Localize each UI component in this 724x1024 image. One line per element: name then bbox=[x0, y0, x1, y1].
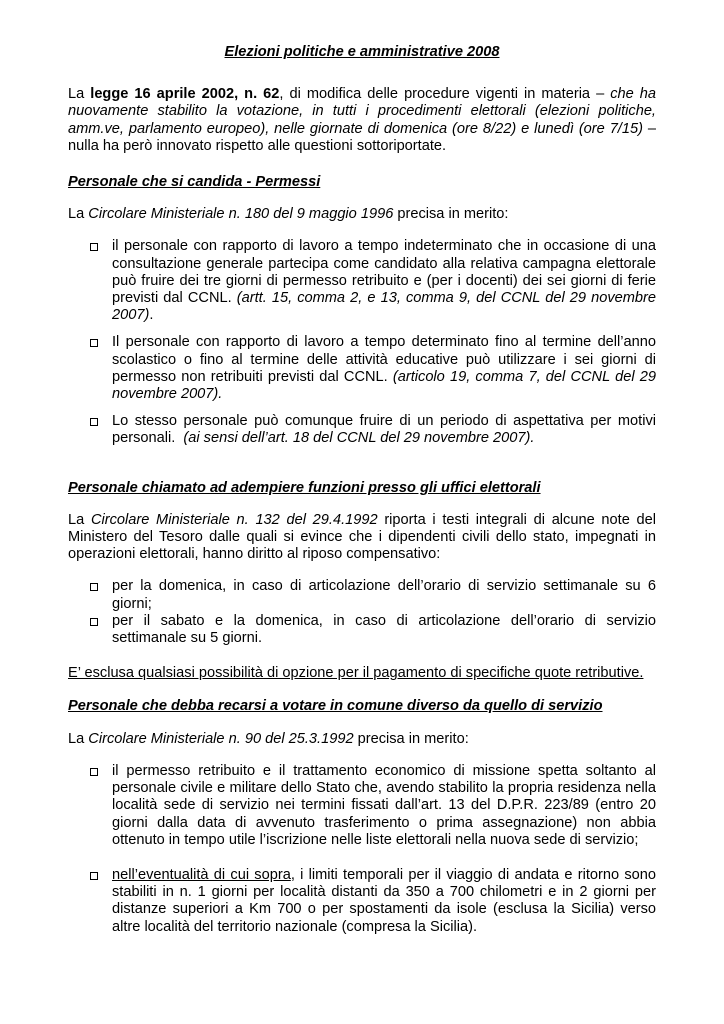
list-item bbox=[68, 238, 656, 324]
item-reference: (artt. 15, comma 2, e 13, comma 9, del CCNL del 29 novembre 2007) bbox=[112, 290, 657, 324]
item-text: Il personale con rapporto di lavoro a tempo determinato fino al termine dell’anno scolastico o fino al termine delle attività educative può utilizzare i sei giorni di permesso non retribuiti previsti dal CCNL. bbox=[112, 334, 656, 385]
item-text: Lo stesso personale può comunque fruire di un periodo di aspettativa per motivi personali. bbox=[112, 413, 661, 447]
law-reference: legge 16 aprile 2002, n. 62 bbox=[90, 86, 280, 103]
list-item bbox=[68, 413, 661, 447]
list-item bbox=[68, 867, 656, 936]
checkbox-bullet-icon bbox=[90, 618, 98, 626]
intro-italic: che ha nuovamente stabilito la votazione, in tutti i procedimenti elettorali (elezioni politiche, amm.ve, parlamento europeo), nelle giornate di domenica (ore 8/22) e lunedì (ore 7/15) bbox=[68, 86, 657, 137]
item-reference: (ai sensi dell’art. 18 del CCNL del 29 novembre 2007). bbox=[183, 430, 535, 447]
checkbox-bullet-icon bbox=[90, 418, 98, 426]
circular-reference: Circolare Ministeriale n. 132 del 29.4.1992 bbox=[90, 511, 378, 528]
compensatory-rest-list bbox=[68, 578, 656, 647]
circular-paragraph bbox=[68, 206, 656, 223]
document-page bbox=[68, 44, 661, 936]
voting-permission-list bbox=[68, 763, 656, 936]
circular-paragraph bbox=[68, 731, 656, 748]
intro-text: La bbox=[68, 86, 91, 103]
section-heading-candidates: Personale che si candida - Permessi bbox=[68, 174, 321, 191]
section-heading-voting-elsewhere: Personale che debba recarsi a votare in comune diverso da quello di servizio bbox=[68, 698, 603, 715]
intro-paragraph bbox=[68, 86, 656, 155]
list-item bbox=[68, 334, 656, 403]
circular-reference: Circolare Ministeriale n. 90 del 25.3.1992 bbox=[88, 730, 354, 747]
item-text: il personale con rapporto di lavoro a tempo indeterminato che in occasione di una consultazione generale partecipa come candidato alla relativa campagna elettorale può fruire dei tre giorni di permesso retribuito e (per i docenti) dei sei giorni di ferie previsti dal CCNL. bbox=[112, 238, 656, 307]
section-heading-electoral-offices: Personale chiamato ad adempiere funzioni presso gli uffici elettorali bbox=[68, 479, 541, 496]
item-text: . bbox=[149, 307, 154, 324]
checkbox-bullet-icon bbox=[90, 243, 98, 251]
item-text: il permesso retribuito e il trattamento economico di missione spetta soltanto al personale civile e militare dello Stato che, avendo stabilito la propria residenza nella località sede di servizio nei termini fissati dall’art. 13 del D.P.R. 223/89 (entro 20 giorni dalla data di avvenuto trasferimento o prima assegnazione) non abbia ottenuto in tempo utile l’iscrizione nelle liste elettorali nella nuova sede di servizio; bbox=[112, 762, 656, 848]
circular-text: La bbox=[68, 511, 91, 528]
checkbox-bullet-icon bbox=[90, 583, 98, 591]
circular-text: precisa in merito: bbox=[353, 730, 469, 747]
intro-text: , di modifica delle procedure vigenti in materia – bbox=[279, 86, 611, 103]
document-title: Elezioni politiche e amministrative 2008 bbox=[224, 44, 500, 60]
list-item bbox=[68, 613, 656, 647]
circular-text: riporta i testi integrali di alcune note del Ministero del Tesoro dalle quali si evince che i dipendenti civili dello stato, impegnati in operazioni elettorali, hanno diritto al riposo compensativo: bbox=[68, 511, 656, 563]
circular-paragraph bbox=[68, 512, 656, 564]
checkbox-bullet-icon bbox=[90, 872, 98, 880]
list-item bbox=[68, 578, 656, 612]
checkbox-bullet-icon bbox=[90, 768, 98, 776]
circular-text: La bbox=[68, 206, 89, 223]
item-text: per la domenica, in caso di articolazione dell’orario di servizio settimanale su 6 giorni; bbox=[112, 578, 656, 612]
item-reference: (articolo 19, comma 7, del CCNL del 29 novembre 2007). bbox=[112, 368, 656, 403]
circular-text: precisa in merito: bbox=[393, 206, 509, 223]
item-text: per il sabato e la domenica, in caso di articolazione dell’orario di servizio settimanale su 5 giorni. bbox=[112, 612, 656, 647]
circular-text: La bbox=[68, 730, 89, 747]
list-item bbox=[68, 763, 656, 849]
item-underlined-text: nell’eventualità di cui sopra bbox=[112, 866, 291, 883]
circular-reference: Circolare Ministeriale n. 180 del 9 maggio 1996 bbox=[88, 206, 394, 223]
intro-text: – nulla ha però innovato rispetto alle questioni sottoriportate. bbox=[68, 120, 656, 154]
exclusion-note: E’ esclusa qualsiasi possibilità di opzione per il pagamento di specifiche quote retributive. bbox=[68, 665, 644, 682]
checkbox-bullet-icon bbox=[90, 339, 98, 347]
item-text: , i limiti temporali per il viaggio di andata e ritorno sono stabiliti in n. 1 giorni per località distanti da 350 a 700 chilometri e in 2 giorni per distanze superiori a Km 700 o per spostamenti da isole (esclusa la Sicilia) verso altre località del territorio nazionale (compresa la Sicilia). bbox=[112, 866, 657, 935]
candidate-list bbox=[68, 238, 661, 447]
